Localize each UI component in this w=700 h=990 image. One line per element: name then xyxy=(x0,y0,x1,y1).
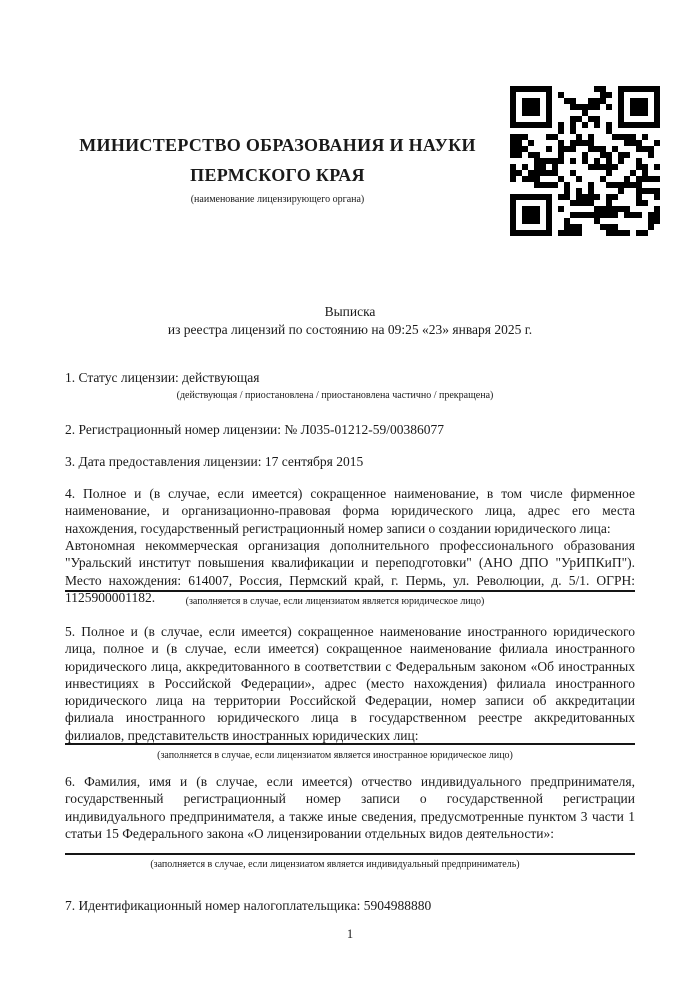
fill-line-foreign-entity xyxy=(65,743,635,745)
item-license-date: 3. Дата предоставления лицензии: 17 сентября 2015 xyxy=(65,454,364,469)
item-legal-entity-name-label: 4. Полное и (в случае, если имеется) сокращенное наименование, в том числе фирменное наименование, и организационно-правовая форма юридического лица, адрес его места нахождения, государственный регистрационный номер записи о создании юридического лица: xyxy=(65,486,635,536)
document-title-line2: из реестра лицензий по состоянию на 09:25 «23» января 2025 г. xyxy=(167,322,533,337)
item-license-status: 1. Статус лицензии: действующая xyxy=(65,370,260,385)
page-number: 1 xyxy=(346,927,354,941)
ministry-name-line2: ПЕРМСКОГО КРАЯ xyxy=(190,165,365,185)
item-registration-number: 2. Регистрационный номер лицензии: № Л035-01212-59/00386077 xyxy=(65,422,445,437)
ministry-header xyxy=(65,130,490,206)
document-title-line1: Выписка xyxy=(324,304,376,319)
document-title xyxy=(65,303,635,339)
ministry-header-caption: (наименование лицензирующего органа) xyxy=(190,194,365,205)
ministry-name-line1: МИНИСТЕРСТВО ОБРАЗОВАНИЯ И НАУКИ xyxy=(79,135,476,155)
qr-code-icon xyxy=(507,83,663,241)
item-entrepreneur-label: 6. Фамилия, имя и (в случае, если имеется) отчество индивидуального предпринимателя, государственный регистрационный номер записи о государственной регистрации индивидуального предпринимателя, а также иные сведения, предусмотренные пунктом 3 части 1 статьи 15 Федерального закона «О лицензировании отдельных видов деятельности»: xyxy=(65,774,635,841)
item-entrepreneur-caption: (заполняется в случае, если лицензиатом является индивидуальный предприниматель) xyxy=(150,859,520,870)
item-taxpayer-number: 7. Идентификационный номер налогоплательщика: 5904988880 xyxy=(65,898,432,913)
item-foreign-entity-label: 5. Полное и (в случае, если имеется) сокращенное наименование иностранного юридического лица, полное и (в случае, если имеется) сокращенное наименование филиала иностранного юридического лица, аккредитованного в соответствии с Федеральным законом «Об иностранных инвестициях в Российской Федерации», адрес (место нахождения) филиала иностранного юридического лица на территории Российской Федерации, номер записи об аккредитации филиала иностранного юридического лица в государственном реестре аккредитованных филиалов, представительств иностранных юридических лиц: xyxy=(65,624,635,743)
item-license-status-caption: (действующая / приостановлена / приостановлена частично / прекращена) xyxy=(176,390,494,401)
item-legal-entity-caption: (заполняется в случае, если лицензиатом является юридическое лицо) xyxy=(185,596,485,607)
fill-line-entrepreneur xyxy=(65,853,635,855)
item-foreign-entity-caption: (заполняется в случае, если лицензиатом является иностранное юридическое лицо) xyxy=(157,750,513,761)
fill-line-legal-entity xyxy=(65,590,635,592)
item-legal-entity-name-value: Автономная некоммерческая организация дополнительного профессионального образования "Уральский институт повышения квалификации и переподготовки" (АНО ДПО "УрИПКиП"). Место нахождения: 614007, Россия, Пермский край, г. Пермь, ул. Революции, д. 5/1. ОГРН: 1125900001182. xyxy=(65,538,635,605)
